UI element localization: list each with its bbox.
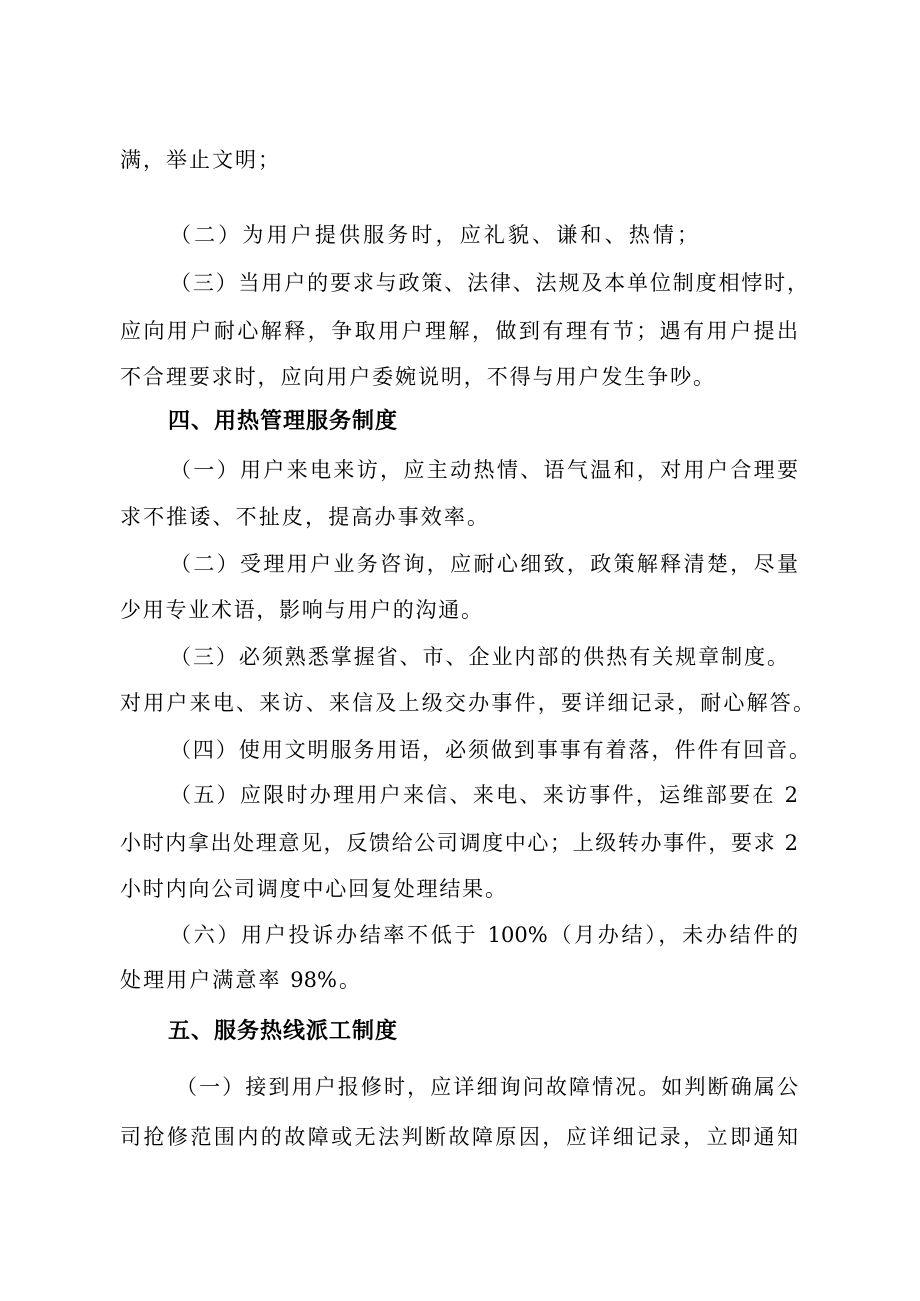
- paragraph-line: （一）接到用户报修时，应详细询问故障情况。如判断确属公: [176, 1075, 798, 1099]
- paragraph-line: 不合理要求时，应向用户委婉说明，不得与用户发生争吵。: [120, 365, 714, 389]
- paragraph-line: （二）受理用户业务咨询，应耐心细致，政策解释清楚，尽量: [170, 552, 798, 576]
- paragraph-line: （一）用户来电来访，应主动热情、语气温和，对用户合理要: [170, 458, 798, 482]
- section-heading: 四、用热管理服务制度: [168, 409, 399, 434]
- paragraph-line: 应向用户耐心解释，争取用户理解，做到有理有节；遇有用户提出: [120, 319, 798, 343]
- paragraph-line: （五）应限时办理用户来信、来电、来访事件，运维部要在 2: [170, 783, 798, 807]
- paragraph-line: 少用专业术语，影响与用户的沟通。: [120, 598, 482, 622]
- paragraph-line: 小时内向公司调度中心回复处理结果。: [120, 877, 506, 901]
- paragraph-line: （二）为用户提供服务时，应礼貌、谦和、热情；: [170, 223, 698, 247]
- paragraph-line: （六）用户投诉办结率不低于 100%（月办结），未办结件的: [170, 923, 798, 947]
- paragraph-line: （三）必须熟悉掌握省、市、企业内部的供热有关规章制度。: [170, 645, 788, 669]
- paragraph-line: 满，举止文明；: [120, 148, 281, 172]
- paragraph-line: （四）使用文明服务用语，必须做到事事有着落，件件有回音。: [170, 738, 810, 762]
- paragraph-line: 小时内拿出处理意见，反馈给公司调度中心；上级转办事件，要求 2: [120, 831, 798, 855]
- paragraph-line: 对用户来电、来访、来信及上级交办事件，要详细记录，耐心解答。: [120, 691, 814, 715]
- section-heading: 五、服务热线派工制度: [168, 1019, 399, 1044]
- paragraph-line: 求不推诿、不扯皮，提高办事效率。: [120, 505, 488, 529]
- paragraph-line: （三）当用户的要求与政策、法律、法规及本单位制度相悖时，: [170, 271, 808, 295]
- paragraph-line: 司抢修范围内的故障或无法判断故障原因，应详细记录，立即通知: [120, 1125, 798, 1149]
- paragraph-line: 处理用户满意率 98%。: [120, 968, 360, 992]
